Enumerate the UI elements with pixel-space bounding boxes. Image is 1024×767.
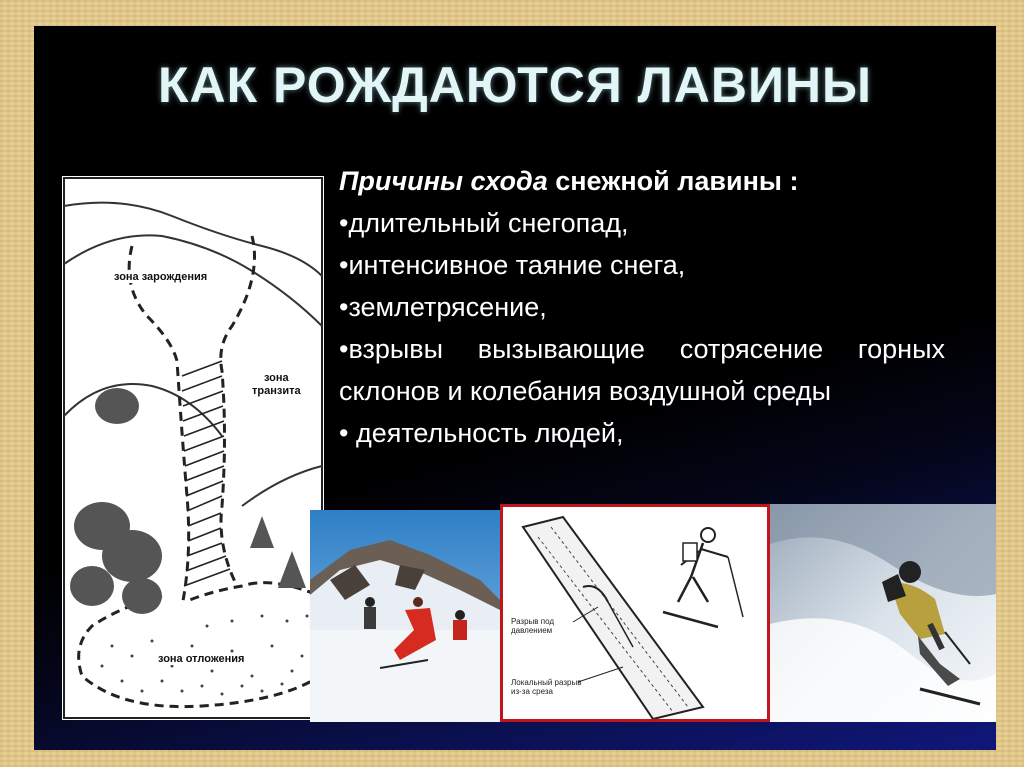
zone-origin-label: зона зарождения — [114, 271, 208, 283]
skiers-photo — [310, 510, 500, 722]
shear-rupture-label — [511, 678, 581, 696]
powder-skier-image — [770, 504, 996, 722]
powder-skier-photo — [770, 504, 996, 722]
cause-item: •взрывы вызывающие сотрясение горных склонов и колебания воздушной среды — [339, 334, 945, 406]
pressure-rupture-label-line2: давлением — [511, 626, 553, 635]
pressure-rupture-label — [511, 617, 554, 635]
causes-list — [339, 160, 945, 454]
zone-transit-label-line2: транзита — [252, 385, 301, 397]
pressure-rupture-label-line1: Разрыв под — [511, 617, 555, 626]
causes-heading-rest: снежной лавины : — [547, 166, 799, 196]
cause-item: •интенсивное таяние снега, — [339, 250, 686, 280]
shear-rupture-label-line2: из-за среза — [511, 687, 553, 696]
causes-heading-italic: Причины схода — [339, 166, 548, 196]
causes-heading — [339, 160, 945, 202]
cause-item: •длительный снегопад, — [339, 208, 629, 238]
shear-rupture-label-line1: Локальный разрыв — [511, 678, 582, 687]
avalanche-zones-diagram — [62, 176, 324, 720]
zone-deposit-label: зона отложения — [158, 653, 245, 665]
cause-item: •землетрясение, — [339, 292, 547, 322]
cause-item: • деятельность людей, — [339, 418, 624, 448]
slide-title: КАК РОЖДАЮТСЯ ЛАВИНЫ — [158, 57, 872, 113]
slide — [34, 26, 996, 750]
diagram-drawing — [62, 176, 324, 720]
zone-transit-label — [252, 372, 301, 398]
skiers-photo-image — [310, 510, 500, 722]
slab-rupture-sketch — [500, 504, 770, 722]
zone-transit-label-line1: зона — [263, 372, 289, 384]
